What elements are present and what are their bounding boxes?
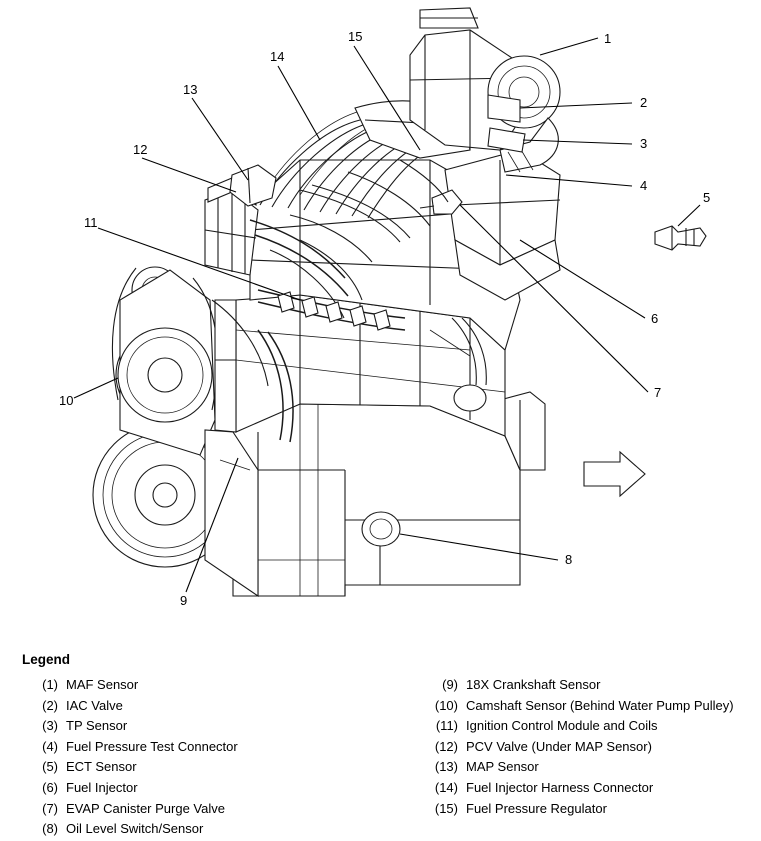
legend-item: [28, 697, 428, 716]
legend-item: [28, 820, 428, 839]
callout-5: 5: [703, 190, 711, 205]
legend-item: [28, 758, 428, 777]
legend-item-number: (3): [42, 718, 58, 734]
legend-item-number: (2): [42, 697, 58, 713]
legend: [0, 640, 761, 837]
callout-3: 3: [640, 136, 648, 151]
legend-item: [428, 779, 758, 798]
legend-item: [28, 779, 428, 798]
legend-item-label: EVAP Canister Purge Valve: [66, 800, 225, 816]
legend-item-label: Fuel Pressure Regulator: [466, 800, 607, 816]
legend-item-number: (1): [42, 677, 58, 692]
legend-item-number: (15): [434, 800, 458, 816]
legend-item-number: (5): [42, 759, 58, 775]
legend-item-number: (12): [434, 738, 458, 754]
callout-13: 13: [183, 82, 198, 97]
legend-item: [428, 800, 758, 819]
callout-14: 14: [270, 49, 285, 64]
legend-item-number: (7): [42, 800, 58, 816]
legend-item: [428, 738, 758, 757]
callout-1: 1: [604, 31, 612, 46]
callout-2: 2: [640, 95, 648, 110]
legend-item: [428, 697, 758, 716]
legend-item: [428, 676, 758, 695]
legend-item: [28, 676, 428, 695]
legend-item-label: ECT Sensor: [66, 759, 137, 775]
legend-item-label: Camshaft Sensor (Behind Water Pump Pulley): [466, 697, 734, 713]
legend-item-number: (11): [435, 718, 458, 734]
legend-item-number: (8): [42, 821, 58, 837]
legend-item: [28, 717, 428, 736]
callout-6: 6: [651, 311, 659, 326]
legend-item: [28, 800, 428, 819]
callout-12: 12: [133, 142, 148, 157]
legend-item: [28, 738, 428, 757]
legend-item-label: Fuel Injector Harness Connector: [466, 779, 654, 795]
legend-item-label: Fuel Pressure Test Connector: [66, 738, 238, 754]
legend-item-number: (6): [42, 779, 58, 795]
legend-title: Legend: [22, 652, 71, 667]
legend-item: [428, 758, 758, 777]
legend-item-label: TP Sensor: [66, 718, 128, 734]
callout-7: 7: [654, 385, 662, 400]
ect-sensor: [655, 226, 706, 250]
legend-column-left: [28, 676, 428, 841]
legend-item-label: MAF Sensor: [66, 677, 139, 692]
legend-item-number: (9): [442, 677, 458, 692]
direction-arrow: [584, 452, 645, 496]
legend-item-number: (13): [434, 759, 458, 775]
callout-8: 8: [565, 552, 573, 567]
legend-item-number: (4): [42, 738, 58, 754]
legend-item-label: Oil Level Switch/Sensor: [66, 821, 204, 837]
callout-9: 9: [180, 593, 188, 608]
legend-item-label: 18X Crankshaft Sensor: [466, 677, 601, 692]
legend-item-label: MAP Sensor: [466, 759, 539, 775]
legend-item-label: PCV Valve (Under MAP Sensor): [466, 738, 652, 754]
callout-10: 10: [59, 393, 74, 408]
callout-4: 4: [640, 178, 648, 193]
callout-11: 11: [84, 215, 98, 230]
legend-item-label: IAC Valve: [66, 697, 123, 713]
legend-column-right: [428, 676, 758, 820]
legend-item-number: (14): [434, 779, 458, 795]
legend-item-label: Fuel Injector: [66, 779, 138, 795]
callout-15: 15: [348, 29, 363, 44]
legend-item-number: (10): [434, 697, 458, 713]
legend-item-label: Ignition Control Module and Coils: [466, 718, 658, 734]
legend-item: [428, 717, 758, 736]
